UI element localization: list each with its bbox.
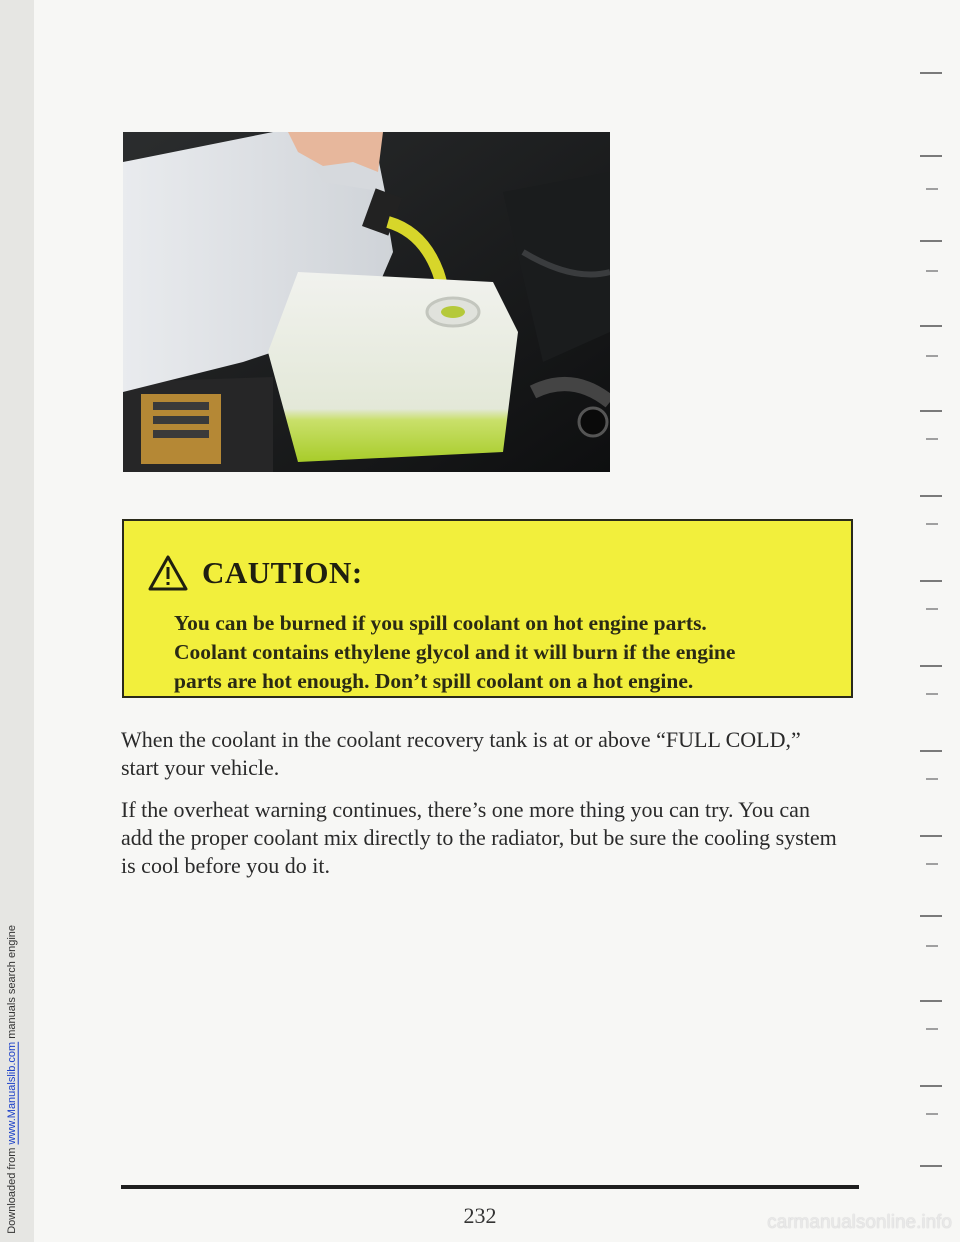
side-strip <box>0 0 34 1242</box>
tab-mark <box>920 835 942 837</box>
tab-mark <box>920 325 942 327</box>
page-number: 232 <box>463 1203 497 1228</box>
tab-mark <box>926 1028 938 1030</box>
tab-mark <box>926 270 938 272</box>
watermark-prefix: Downloaded from <box>6 1144 18 1234</box>
bottom-rule <box>121 1185 859 1189</box>
tab-mark <box>920 240 942 242</box>
caution-title: CAUTION: <box>202 555 363 590</box>
caution-line: parts are hot enough. Don’t spill coolant on a hot engine. <box>174 669 694 693</box>
tab-mark <box>926 355 938 357</box>
tab-mark <box>926 945 938 947</box>
paragraph-full-cold: When the coolant in the coolant recovery tank is at or above “FULL COLD,” start your vehicle. <box>121 727 801 780</box>
download-watermark <box>6 925 18 1234</box>
tab-mark <box>926 1113 938 1115</box>
tab-mark <box>920 665 942 667</box>
caution-line: You can be burned if you spill coolant on hot engine parts. <box>174 611 707 635</box>
margin-tab-marks <box>920 60 950 1190</box>
tab-mark <box>926 863 938 865</box>
tab-mark <box>926 188 938 190</box>
tab-mark <box>920 155 942 157</box>
tab-mark <box>920 410 942 412</box>
tab-mark <box>926 693 938 695</box>
paragraph-overheat: If the overheat warning continues, there’s one more thing you can try. You can add the proper coolant mix directly to the radiator, but be sure the cooling system is cool before you do it. <box>121 797 837 878</box>
tab-mark <box>920 1165 942 1167</box>
watermark-suffix: manuals search engine <box>6 925 18 1043</box>
tab-mark <box>926 608 938 610</box>
caution-line: Coolant contains ethylene glycol and it will burn if the engine <box>174 640 736 664</box>
tab-mark <box>920 580 942 582</box>
caution-header <box>148 555 363 591</box>
tab-mark <box>926 438 938 440</box>
footer-watermark: carmanualsonline.info <box>767 1212 952 1233</box>
tab-mark <box>926 523 938 525</box>
tab-mark <box>920 750 942 752</box>
watermark-link[interactable]: www.Manualslib.com <box>6 1042 18 1145</box>
body-text <box>121 726 841 894</box>
tab-mark <box>920 495 942 497</box>
caution-box <box>122 519 853 698</box>
caution-text <box>174 609 844 696</box>
coolant-photo <box>123 132 610 472</box>
tab-mark <box>920 72 942 74</box>
tab-mark <box>920 1085 942 1087</box>
tab-mark <box>920 915 942 917</box>
tab-mark <box>926 778 938 780</box>
warning-triangle-icon <box>148 555 188 591</box>
coolant-pour-illustration <box>123 132 610 472</box>
tab-mark <box>920 1000 942 1002</box>
